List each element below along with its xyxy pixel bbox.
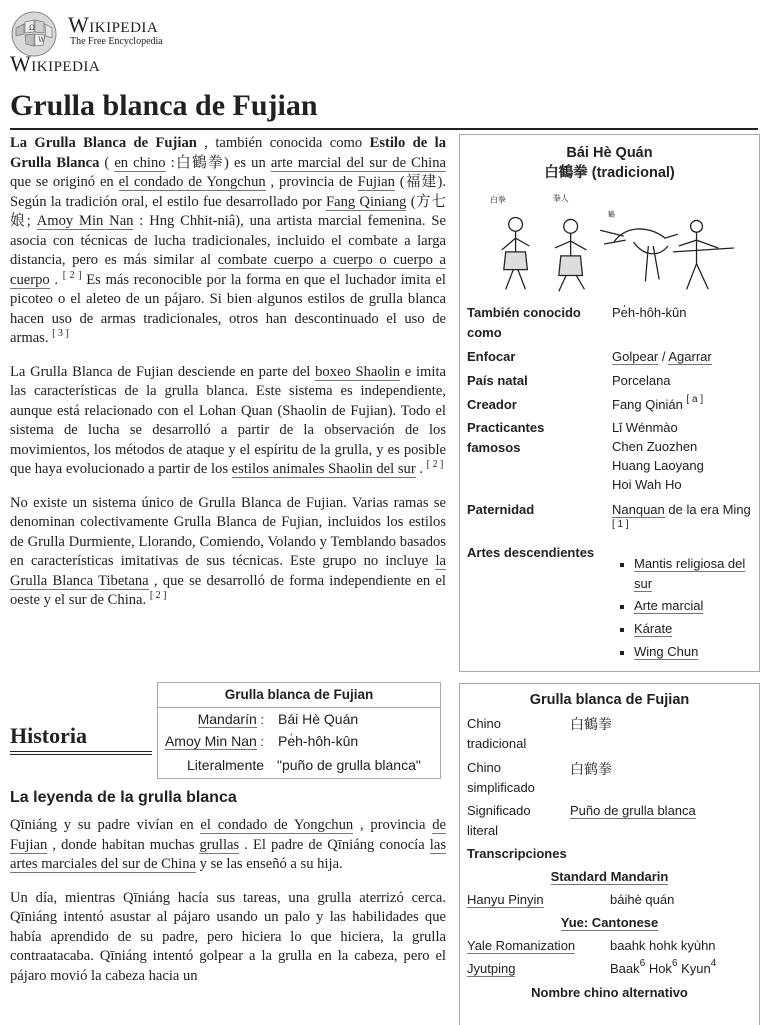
text: Es más reconocible por la forma en que el luchador imita el picoteo o el aleteo de un pájaro. Si bien algunos estilos de grulla blanca hacen uso de armas tradicionales, otros han descontinuado el uso de armas. (10, 271, 446, 346)
link-arte-marcial-2[interactable]: Arte marcial (634, 598, 704, 613)
infobox-label: Artes descendientes (467, 545, 595, 560)
names-box (157, 682, 441, 779)
infobox2-label (467, 959, 605, 979)
tone-number: 6 (639, 958, 646, 969)
link-agarrar[interactable]: Agarrar (668, 349, 712, 364)
text: , también conocida como (196, 135, 370, 151)
list-item (634, 642, 698, 662)
bullet (620, 563, 624, 567)
section-heading-historia: Historia (10, 723, 87, 748)
text: . (49, 271, 63, 288)
link-puno-grulla[interactable]: Puño de grulla blanca (570, 803, 696, 818)
infobox-label: Creador (467, 397, 517, 412)
bold-term: La Grulla Blanca de Fujian (10, 135, 197, 151)
names-value: "puño de grulla blanca" (277, 757, 421, 773)
infobox2-label: Significado literal (467, 803, 531, 838)
infobox2-label (467, 936, 605, 956)
wordmark-big[interactable]: Wikipedia (10, 51, 101, 76)
link-grulla-tibetana[interactable]: la Grulla Blanca Tibetana (10, 553, 446, 589)
text: La Grulla Blanca de Fujian desciende en parte del (10, 363, 316, 380)
intro-section (10, 134, 446, 611)
infobox-title-line2: 白鶴拳 (tradicional) (544, 165, 675, 181)
link-grullas[interactable]: grullas (199, 836, 240, 853)
link-fang-qiniang[interactable]: Fang Qiniang (325, 193, 407, 210)
infobox2-alt-name: Nombre chino alternativo (531, 985, 688, 1000)
fighters-illustration (474, 187, 744, 305)
infobox-label: País natal (467, 373, 528, 388)
infobox2-label: Chino simplificado (467, 760, 535, 795)
infobox-value (612, 347, 712, 367)
link-nanquan[interactable]: Nanquan (612, 502, 665, 517)
infobox2-subheader (460, 867, 759, 887)
subsection-heading: La leyenda de la grulla blanca (10, 789, 237, 806)
text: : Hng Chhit-niâ), una artista marcial femenina. Se asocia con técnicas de lucha tradicionales, incluido el combate a larga distancia, pero es más similar al (10, 213, 446, 268)
names-label: Literalmente (187, 757, 265, 773)
history-paragraph-1 (10, 816, 446, 875)
text: de la era Ming (664, 502, 751, 517)
infobox-label: Paternidad (467, 502, 535, 517)
text: (福建). Según la tradición oral, el estilo fue desarrollado por (10, 174, 446, 210)
infobox2-value (570, 801, 696, 821)
link-fujian[interactable]: Fujian (357, 174, 395, 190)
link-artes-marciales[interactable]: las artes marciales del sur de China (10, 836, 446, 872)
infobox-value: Porcelana (612, 373, 671, 388)
text: , provincia (353, 817, 433, 833)
names-box-divider (158, 707, 440, 708)
bullet (620, 605, 624, 609)
citation-ref[interactable]: [ 2 ] (62, 269, 82, 281)
infobox-label: También conocido como (467, 305, 581, 340)
history-paragraph-2: Un día, mientras Qīniáng hacía sus tareas, una grulla aterrizó cerca. Qīniáng intentó asustar al pájaro usando un palo y las habilidades que había aprendido de su padre, pero hiciera lo que hiciera, la grulla contraatacaba. Qīniáng intentó golpear a la grulla en la cabeza, pero el pájaro movió la cabeza hacia un (10, 889, 446, 984)
list-item (634, 596, 703, 616)
link-golpear[interactable]: Golpear (612, 349, 659, 364)
link-wing-chun[interactable]: Wing Chun (634, 644, 699, 659)
practitioner: Huang Laoyang (612, 458, 704, 473)
practitioner: Lǐ Wénmào (612, 420, 678, 435)
intro-paragraph-2 (10, 363, 446, 480)
link-arte-marcial[interactable]: arte marcial del sur de China (270, 154, 446, 171)
heading-rule (10, 751, 152, 752)
separator: / (658, 349, 669, 364)
names-box-title: Grulla blanca de Fujian (224, 687, 374, 702)
bullet (620, 628, 624, 632)
bold-term: Estilo de la Grulla Blanca (10, 135, 447, 171)
text: que se originó en (10, 174, 119, 190)
title-divider (10, 128, 758, 130)
link-mandarin[interactable]: Mandarín (197, 711, 257, 727)
link-jyutping[interactable]: Jyutping (467, 961, 516, 976)
text: Baak (610, 961, 640, 976)
bullet (620, 651, 624, 655)
infobox-label: Enfocar (467, 349, 516, 364)
infobox2-subheader (460, 913, 759, 933)
text: . (415, 461, 427, 477)
names-value: Bái Hè Quán (278, 711, 359, 727)
infobox2-value: 白鶴拳 (570, 716, 612, 732)
svg-text:W: W (38, 36, 46, 44)
link-yue-cantonese[interactable]: Yue: Cantonese (560, 915, 659, 930)
text: , donde habitan muchas (47, 836, 200, 853)
link-yongchun-2[interactable]: el condado de Yongchun (200, 817, 354, 833)
link-amoy[interactable]: Amoy Min Nan (164, 733, 257, 749)
history-section (10, 816, 446, 986)
link-karate[interactable]: Kárate (634, 621, 673, 636)
text: , que se desarrolló de forma independiente en el oeste y el sur de China. (10, 572, 446, 608)
text: ( (99, 154, 115, 171)
intro-paragraph-3 (10, 494, 446, 611)
infobox2-title: Grulla blanca de Fujian (529, 692, 690, 708)
link-yongchun[interactable]: el condado de Yongchun (118, 174, 266, 190)
link-estilos-animales[interactable]: estilos animales Shaolin del sur (231, 461, 416, 477)
citation-ref[interactable]: [ 1 ] (612, 518, 629, 530)
infobox-value (612, 395, 703, 415)
infobox2-transcriptions: Transcripciones (467, 846, 567, 861)
heading-rule (10, 754, 152, 755)
text: Kyun (677, 961, 711, 976)
intro-paragraph-1 (10, 134, 446, 349)
infobox2-value: baahk hohk kyùhn (610, 938, 716, 953)
link-hanyu-pinyin[interactable]: Hanyu Pinyin (467, 892, 544, 907)
text: y se las enseñó a su hija. (196, 856, 343, 872)
infobox2-value: báihè quán (610, 892, 675, 907)
citation-ref[interactable]: [ 2 ] (149, 590, 167, 601)
link-combate[interactable]: combate cuerpo a cuerpo o cuerpo a cuerpo (10, 252, 446, 288)
creator-name: Fang Qinián (612, 397, 687, 412)
text: e imita las características de la grulla blanca. Este sistema es independiente, aunque está relacionado con el Lohan Quan (Shaolin de Fujian). Todo el sistema de lucha se desarrolló a partir de la observación de los movimientos, los métodos de ataque y el espíritu de la grulla, y es posible que haya evolucionado a partir de los (10, 363, 446, 477)
tone-number: 6 (671, 958, 678, 969)
names-label: Mandarín : (197, 711, 264, 727)
text: . El padre de Qīniáng conocía (239, 836, 430, 853)
list-item (634, 554, 754, 593)
infobox-label: Practicantes famosos (467, 420, 545, 455)
practitioner: Chen Zuozhen (612, 439, 698, 454)
text: Qīniáng y su padre vivían en (10, 817, 201, 833)
citation-ref[interactable]: [ a ] (686, 394, 704, 405)
names-label: Amoy Min Nan : (164, 733, 264, 749)
tone-number: 4 (710, 958, 717, 969)
infobox-value: Pe̍h-hôh-kûn (612, 305, 687, 320)
tagline: The Free Encyclopedia (70, 36, 163, 47)
names-value: Pe̍h-hôh-kûn (278, 733, 359, 749)
link-en-chino[interactable]: en chino (114, 154, 166, 171)
infobox-title-line1: Bái Hè Quán (566, 145, 653, 161)
svg-text:Ω: Ω (29, 24, 35, 32)
link-amoy-min-nan[interactable]: Amoy Min Nan (36, 213, 134, 229)
wordmark-top[interactable]: Wikipedia (68, 12, 159, 37)
link-standard-mandarin[interactable]: Standard Mandarin (550, 869, 669, 884)
infobox2-label: Chino tradicional (467, 716, 527, 751)
infobox2-value: 白鹤拳 (570, 761, 612, 777)
link-mantis[interactable]: Mantis religiosa del sur (634, 556, 746, 591)
citation-ref[interactable]: [ 2 ] (426, 459, 444, 470)
infobox-chinese-name (459, 683, 760, 1025)
list-item (634, 619, 672, 639)
page-title: Grulla blanca de Fujian (10, 89, 318, 122)
infobox2-label (467, 890, 605, 910)
svg-text:拳人: 拳人 (552, 193, 569, 203)
text: Hok (645, 961, 672, 976)
text: :白鶴拳) es un (165, 154, 271, 171)
infobox-main (459, 134, 760, 672)
citation-ref[interactable]: [ 3 ] (52, 328, 69, 339)
infobox2-value (610, 959, 716, 979)
text: (方七娘; (10, 193, 446, 229)
text: , provincia de (265, 174, 358, 190)
link-fujian-2[interactable]: de Fujian (10, 817, 446, 853)
svg-text:白拳: 白拳 (490, 195, 506, 205)
practitioner: Hoi Wah Ho (612, 477, 682, 492)
infobox-value (612, 500, 752, 539)
link-yale[interactable]: Yale Romanization (467, 938, 576, 953)
text: No existe un sistema único de Grulla Blanca de Fujian. Varias ramas se denominan colectivamente Grulla Blanca de Fujian, incluidos los estilos de Grulla Durmiente, Llorando, Comiendo, Volando y Temblando basados en características imitativas de sus técnicas. Este grupo no incluye (10, 494, 446, 569)
svg-text:鶴: 鶴 (608, 210, 615, 219)
link-boxeo-shaolin[interactable]: boxeo Shaolin (315, 363, 401, 380)
